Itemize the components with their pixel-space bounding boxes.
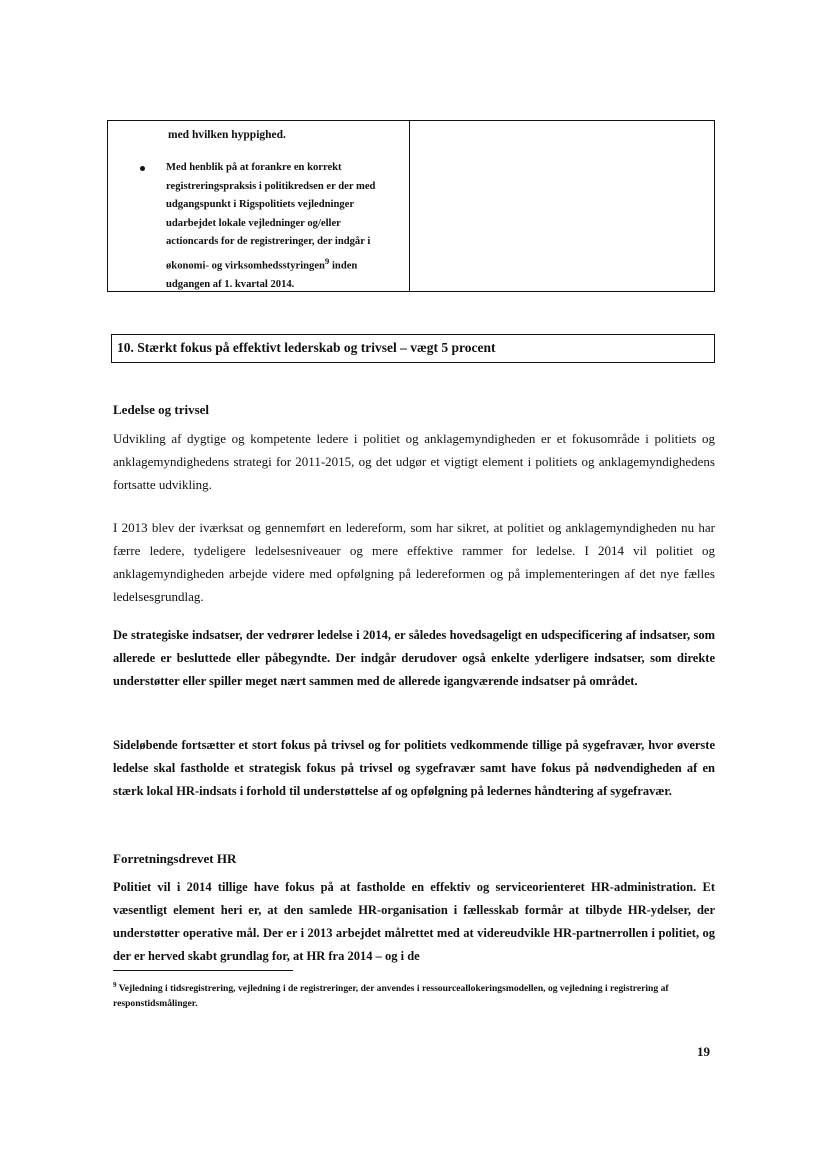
page-number: 19: [697, 1044, 710, 1059]
table-bullet-text: [166, 159, 391, 294]
section-heading: [111, 334, 715, 363]
paragraph: Politiet vil i 2014 tillige have fokus på at fastholde en effektiv og serviceorienteret HR-administration. Et væsentligt element heri er, at den samlede HR-organisation i fællesskab formår at tilbyde HR-ydelser, der understøtter operative mål. Der er i 2013 arbejdet målrettet med at videreudvikle HR-partnerrollen i politiet, og der er herved skabt grundlag for, at HR fra 2014 – og i de: [113, 880, 715, 963]
footnote: [113, 978, 713, 1011]
table-left-cell: [108, 121, 409, 291]
footnote-text: Vejledning i tidsregistrering, vejledning i de registreringer, der anvendes i ressourceallokeringsmodellen, og vejledning i registrering af responstidsmålinger.: [113, 983, 669, 1010]
subsection-heading: Forretningsdrevet HR: [113, 851, 237, 866]
paragraph: Sideløbende fortsætter et stort fokus på trivsel og for politiets vedkommende tillige på sygefravær, hvor øverste ledelse skal fastholde et strategisk fokus på trivsel og sygefravær samt have fokus på nødvendigheden af en stærk lokal HR-indsats i forhold til understøttelse af og opfølgning på ledernes håndtering af sygefravær.: [113, 738, 715, 798]
paragraph: I 2013 blev der iværksat og gennemført en ledereform, som har sikret, at politiet og anklagemyndigheden nu har færre ledere, tydeligere ledelsesniveauer og mere effektive rammer for ledelse. I 2014 vil politiet og anklagemyndigheden arbejde videre med opfølgning på ledereformen og på implementeringen af det nye fælles ledelsesgrundlag.: [113, 520, 715, 604]
table-column-divider: [409, 121, 410, 291]
paragraph: Udvikling af dygtige og kompetente ledere i politiet og anklagemyndigheden er et fokusområde i politiets og anklagemyndighedens strategi for 2011-2015, og det udgør et vigtigt element i politiets og anklagemyndighedens fortsatte udvikling.: [113, 431, 715, 492]
table-line: med hvilken hyppighed.: [168, 129, 286, 141]
bullet-text-main: Med henblik på at forankre en korrekt registreringspraksis i politikredsen er der med udgangspunkt i Rigspolitiets vejledninger udarbejdet lokale vejledninger og/eller actioncards for de registreringer, der indgår i økonomi- og virksomhedsstyringen: [166, 162, 376, 272]
continuation-table: [107, 120, 715, 292]
bullet-text-end: inden udgangen af 1. kvartal 2014.: [166, 260, 358, 290]
footnote-number: 9: [113, 981, 117, 989]
footnote-separator: [113, 970, 293, 971]
bullet-icon: [140, 166, 145, 171]
section-heading-text: 10. Stærkt fokus på effektivt lederskab og trivsel – vægt 5 procent: [117, 340, 496, 355]
paragraph: De strategiske indsatser, der vedrører ledelse i 2014, er således hovedsageligt en udspecificering af indsatser, som allerede er besluttede eller påbegyndte. Der indgår derudover også enkelte yderligere indsatser, som direkte understøtter eller spiller meget nært sammen med de allerede igangværende indsatser på området.: [113, 628, 715, 688]
subsection-heading: Ledelse og trivsel: [113, 402, 210, 417]
footnote-ref: 9: [324, 255, 330, 266]
